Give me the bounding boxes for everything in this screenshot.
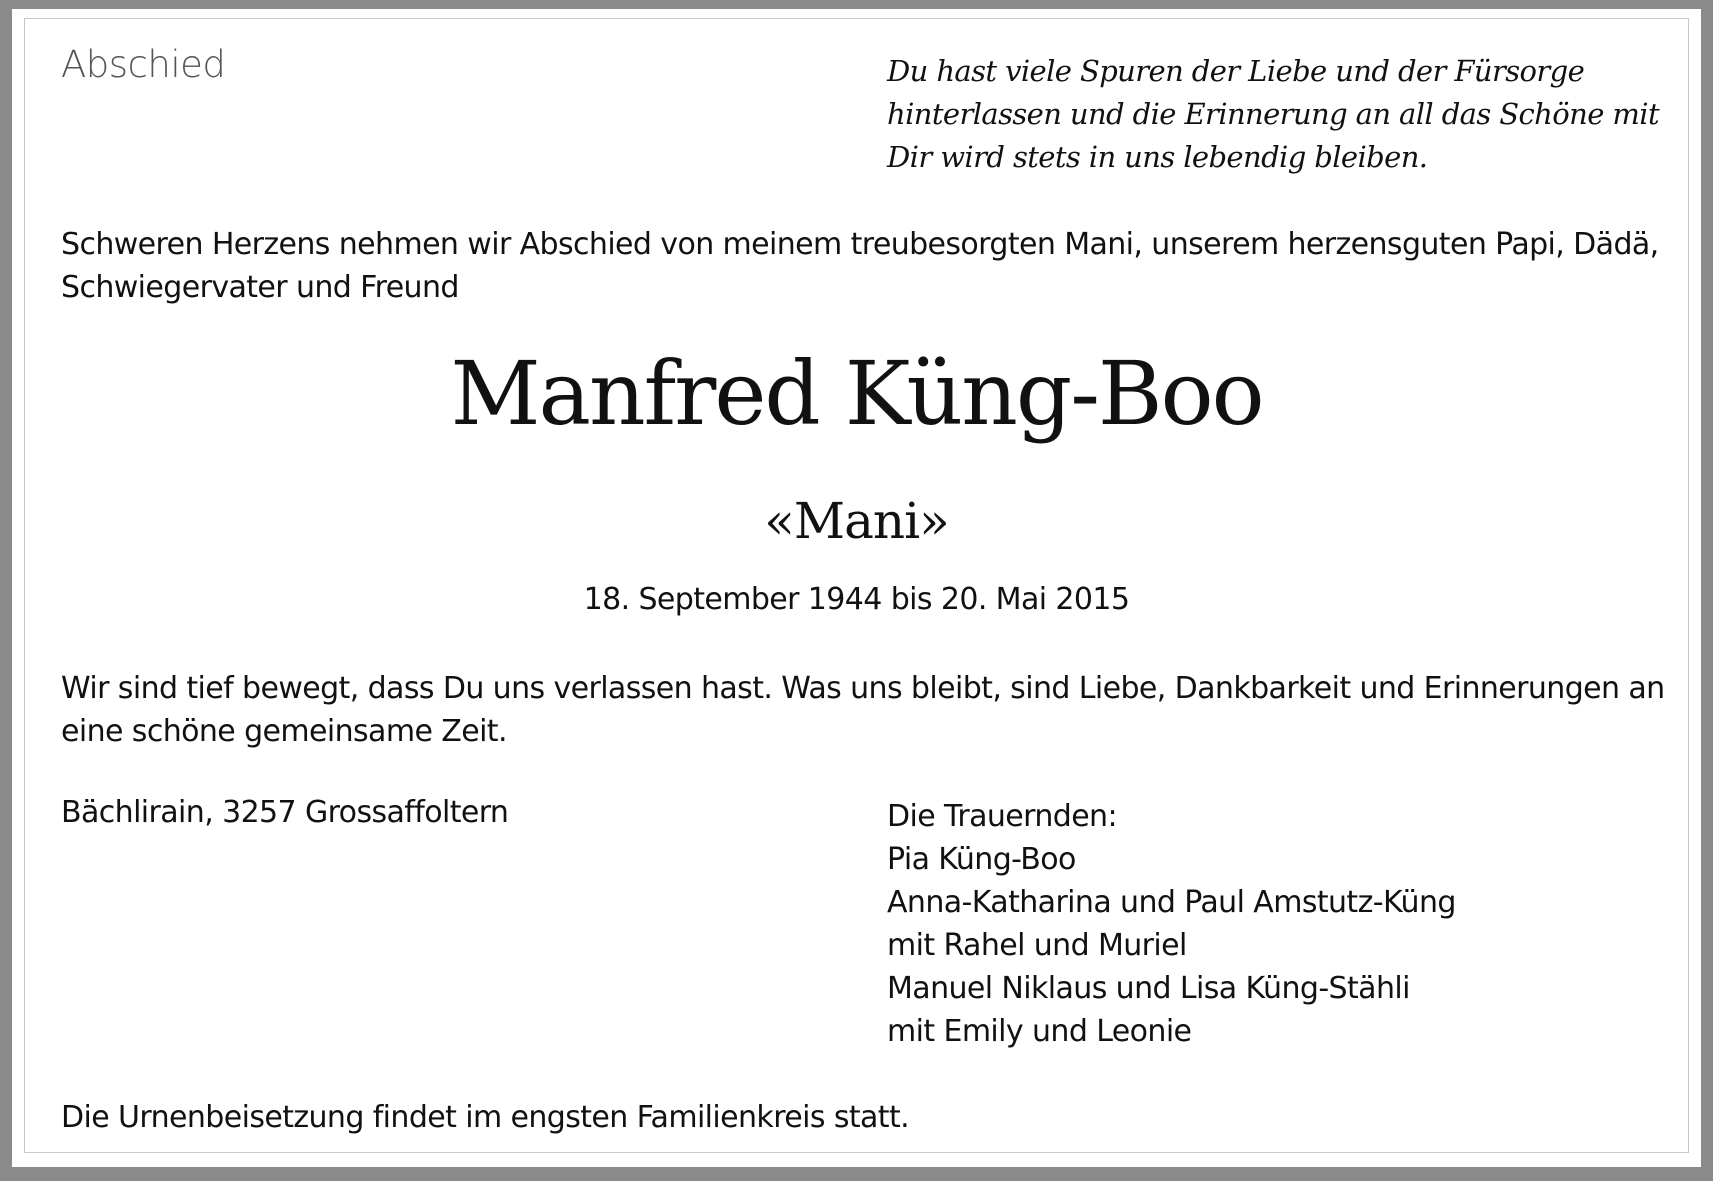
mourner-entry: Pia Küng-Boo bbox=[887, 842, 1076, 877]
memorial-quote bbox=[887, 50, 1659, 179]
mourner-entry: Manuel Niklaus und Lisa Küng-Stähli bbox=[887, 971, 1410, 1006]
mourner-entry: Anna-Katharina und Paul Amstutz-Küng bbox=[887, 885, 1456, 920]
intro-line: Schweren Herzens nehmen wir Abschied von meinem treubesorgten Mani, unserem herzensguten Papi, Dädä, bbox=[61, 227, 1659, 262]
quote-line: hinterlassen und die Erinnerung an all das Schöne mit bbox=[887, 97, 1660, 131]
section-label: Abschied bbox=[61, 43, 226, 86]
mourners-list bbox=[887, 795, 1456, 1053]
quote-line: Du hast viele Spuren der Liebe und der Fürsorge bbox=[887, 54, 1585, 88]
mourner-entry: mit Rahel und Muriel bbox=[887, 928, 1187, 963]
deceased-name: Manfred Küng-Boo bbox=[450, 342, 1263, 445]
message-line: Wir sind tief bewegt, dass Du uns verlassen hast. Was uns bleibt, sind Liebe, Dankbarkeit und Erinnerungen an bbox=[61, 671, 1665, 706]
message-line: eine schöne gemeinsame Zeit. bbox=[61, 714, 507, 749]
mourners-heading: Die Trauernden: bbox=[887, 799, 1117, 834]
intro-line: Schwiegervater und Freund bbox=[61, 270, 459, 305]
closing-note: Die Urnenbeisetzung findet im engsten Familienkreis statt. bbox=[61, 1100, 910, 1135]
farewell-message bbox=[61, 667, 1665, 753]
deceased-nickname: «Mani» bbox=[764, 492, 949, 550]
intro-text bbox=[61, 223, 1659, 309]
mourner-entry: mit Emily und Leonie bbox=[887, 1014, 1192, 1049]
address: Bächlirain, 3257 Grossaffoltern bbox=[61, 795, 509, 830]
quote-line: Dir wird stets in uns lebendig bleiben. bbox=[887, 140, 1428, 174]
life-dates: 18. September 1944 bis 20. Mai 2015 bbox=[583, 582, 1130, 617]
